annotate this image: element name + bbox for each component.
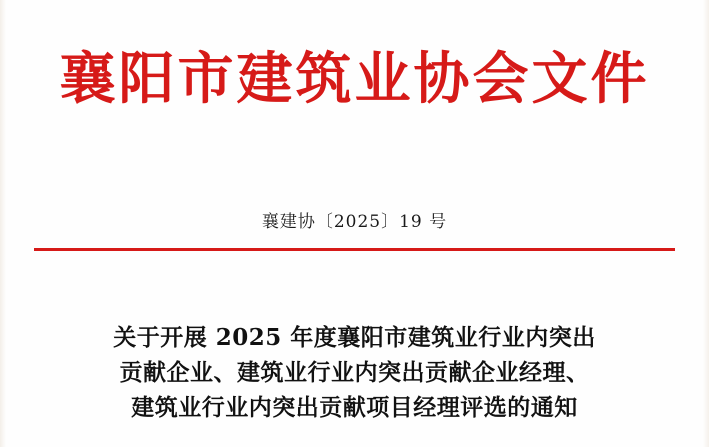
page-title: 襄阳市建筑业协会文件 (59, 46, 650, 112)
subject-line-2: 贡献企业、建筑业行业内突出贡献企业经理、 (119, 359, 590, 386)
document-subject (62, 320, 647, 425)
subject-line-3: 建筑业行业内突出贡献项目经理评选的通知 (131, 394, 578, 421)
red-divider-rule (34, 248, 675, 251)
subject-line-1: 关于开展 2025 年度襄阳市建筑业行业内突出 (113, 324, 596, 351)
document-number: 襄建协〔2025〕19 号 (261, 212, 448, 232)
